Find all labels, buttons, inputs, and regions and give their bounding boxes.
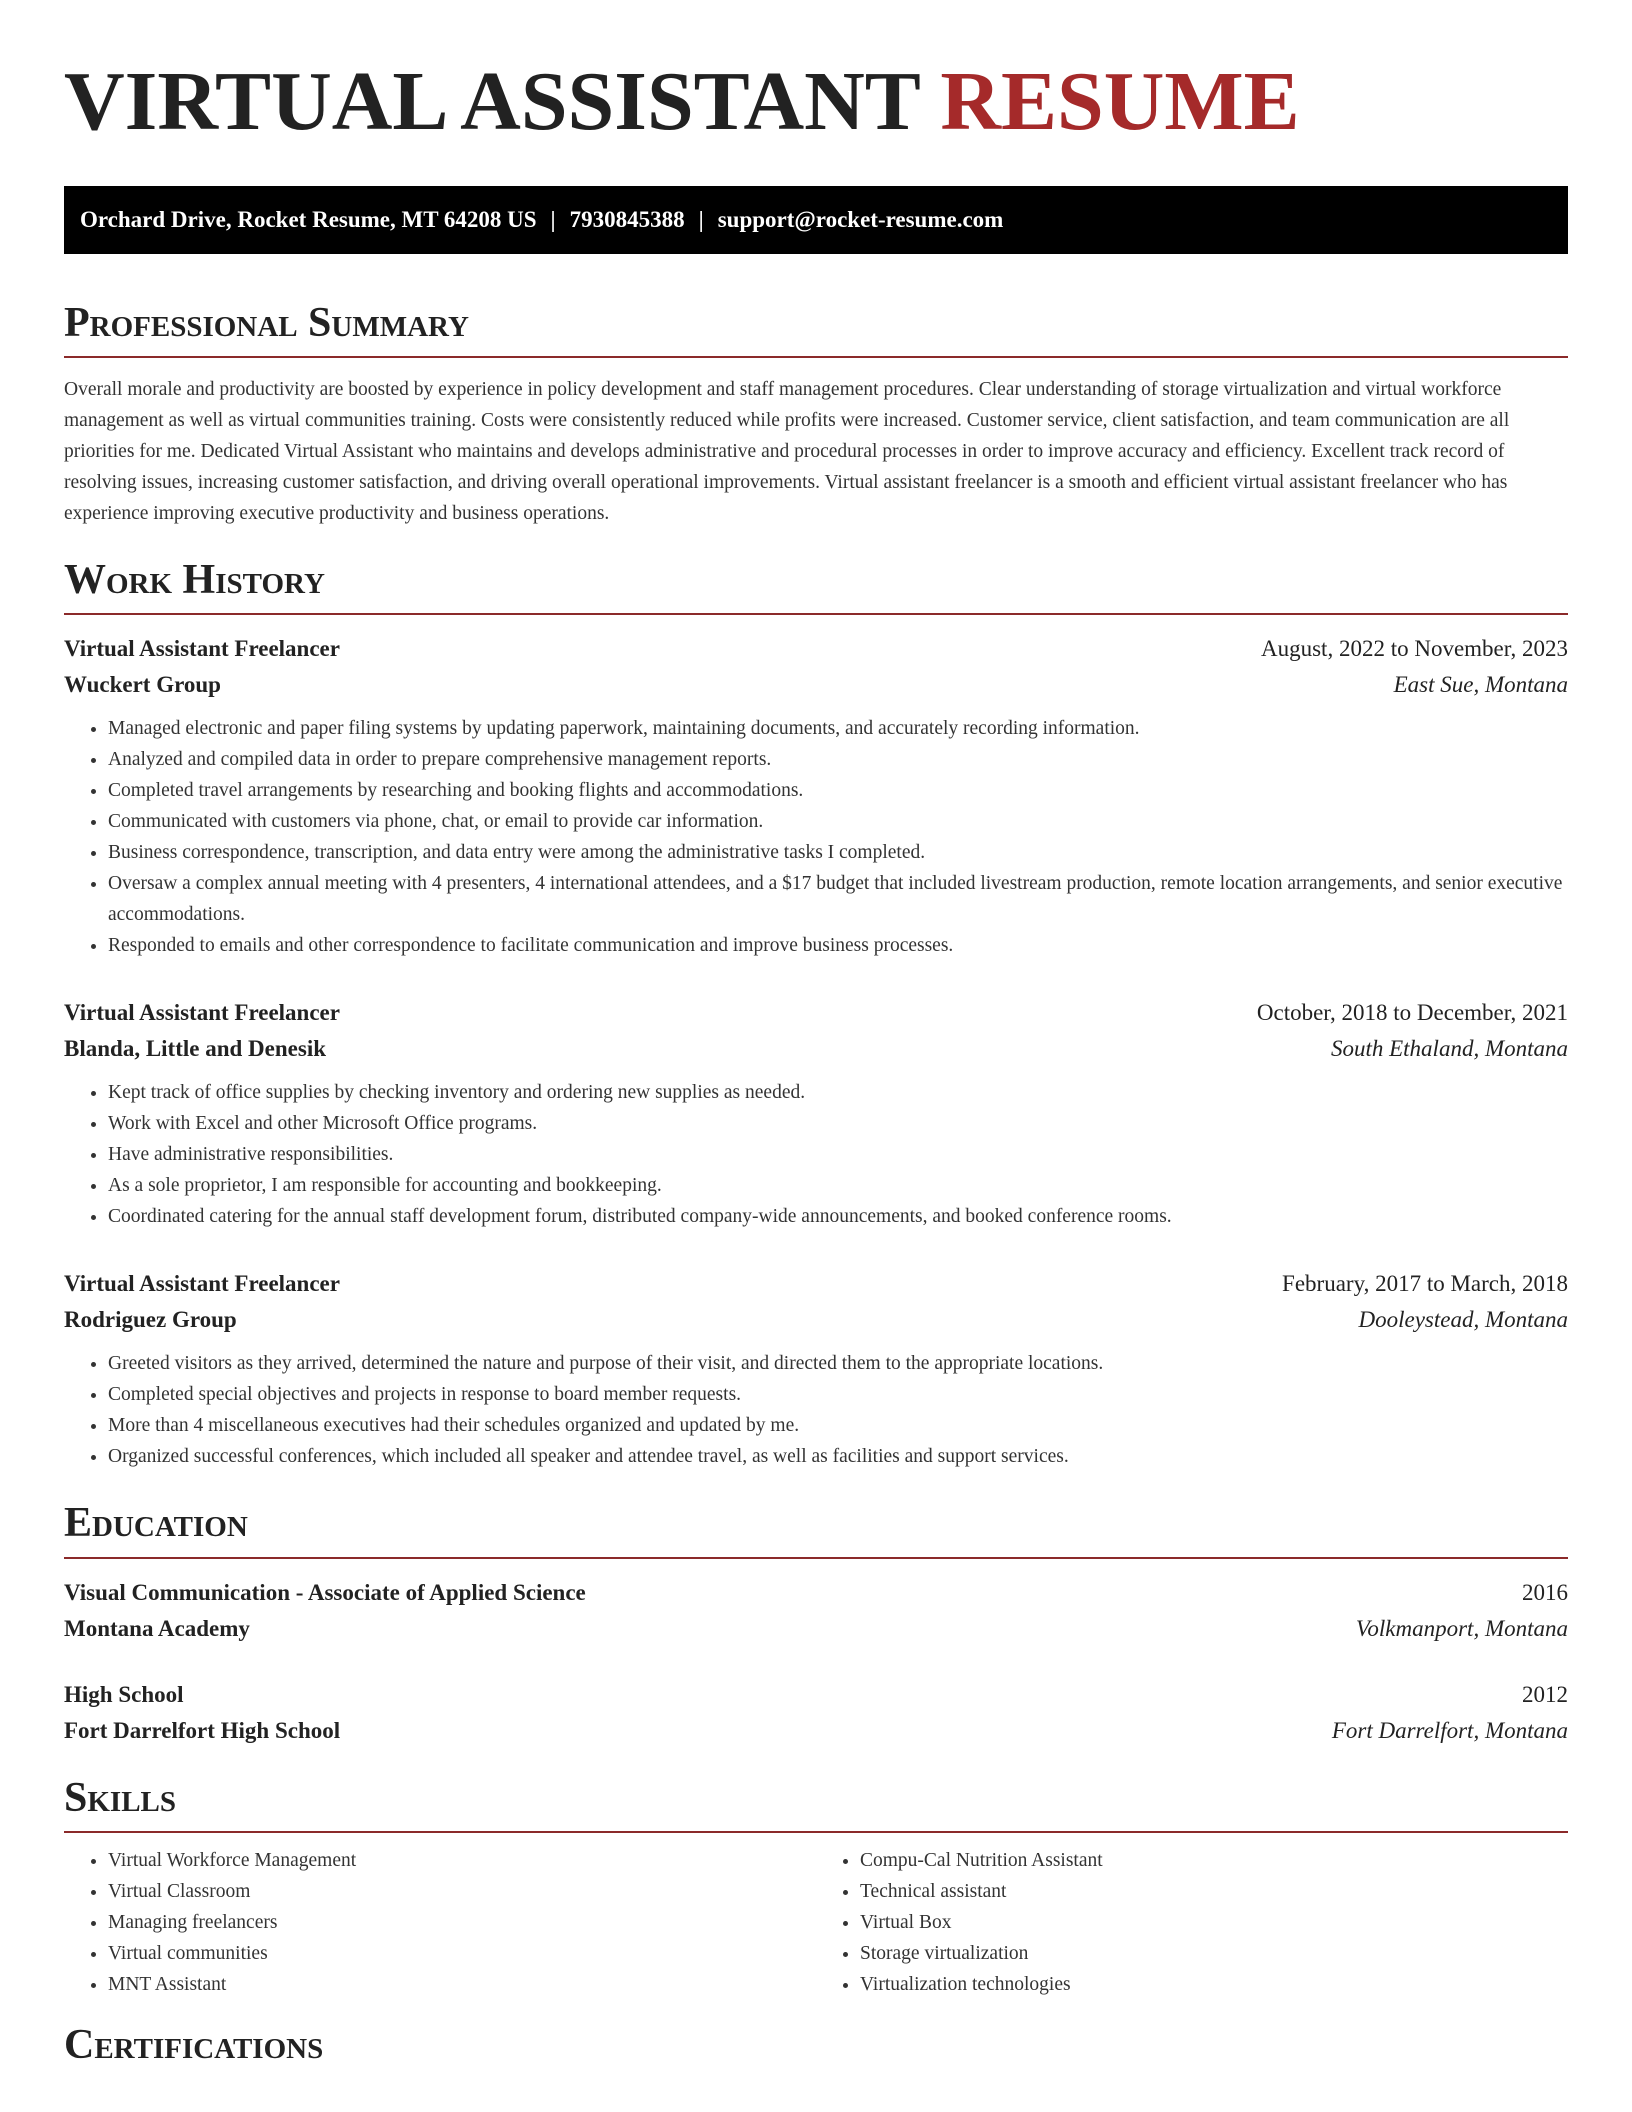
education-location: Fort Darrelfort, Montana <box>1331 1717 1568 1743</box>
education-year: 2012 <box>1522 1681 1568 1707</box>
title-accent: RESUME <box>940 55 1300 148</box>
job-dates: October, 2018 to December, 2021 <box>1256 1000 1568 1026</box>
contact-bar <box>64 186 1568 254</box>
job-title: Virtual Assistant Freelancer <box>64 1000 340 1026</box>
job-bullet: • Managed electronic and paper filing systems by updating paperwork, maintaining documents, and accurately recording information. <box>108 713 1568 744</box>
contact-separator: | <box>698 207 704 232</box>
job-dates: February, 2017 to March, 2018 <box>1282 1271 1568 1297</box>
education-year: 2016 <box>1522 1579 1568 1605</box>
certifications-heading: Certifications <box>64 2021 324 2068</box>
work-history-list <box>64 631 1568 1472</box>
job-bullet: • More than 4 miscellaneous executives had their schedules organized and updated by me. <box>108 1410 1568 1441</box>
education-degree: High School <box>64 1681 184 1707</box>
job-entry <box>64 631 1568 961</box>
job-bullet: • Kept track of office supplies by checking inventory and ordering new supplies as needed. <box>108 1077 1568 1108</box>
job-bullet: • Business correspondence, transcription, and data entry were among the administrative tasks I completed. <box>108 837 1568 868</box>
education-entry <box>64 1677 1568 1749</box>
skills-list <box>64 1845 1568 2000</box>
job-bullet: • Communicated with customers via phone, chat, or email to provide car information. <box>108 806 1568 837</box>
summary-heading: Professional Summary <box>64 300 1568 358</box>
resume-title <box>64 56 1568 162</box>
job-bullet: • Coordinated catering for the annual staff development forum, distributed company-wide announcements, and booked conference rooms. <box>108 1201 1568 1232</box>
job-bullet: • Responded to emails and other correspondence to facilitate communication and improve business processes. <box>108 930 1568 961</box>
job-bullet: • Oversaw a complex annual meeting with 4 presenters, 4 international attendees, and a $17 budget that included livestream production, remote location arrangements, and senior executive accommodations. <box>108 868 1568 930</box>
job-location: South Ethaland, Montana <box>1330 1036 1568 1062</box>
job-bullet: • Completed travel arrangements by researching and booking flights and accommodations. <box>108 775 1568 806</box>
job-entry <box>64 995 1568 1232</box>
job-bullet: • Work with Excel and other Microsoft Office programs. <box>108 1108 1568 1139</box>
job-company: Rodriguez Group <box>64 1307 237 1333</box>
job-bullet: • Analyzed and compiled data in order to prepare comprehensive management reports. <box>108 744 1568 775</box>
skill-item: • Managing freelancers <box>108 1907 816 1938</box>
skill-item: • Storage virtualization <box>860 1938 1568 1969</box>
job-company: Wuckert Group <box>64 672 221 698</box>
education-list <box>64 1575 1568 1749</box>
job-title: Virtual Assistant Freelancer <box>64 1271 340 1297</box>
skills-heading: Skills <box>64 1775 1568 1833</box>
summary-text: Overall morale and productivity are boosted by experience in policy development and staff management procedures. Clear understanding of storage virtualization and virtual workforce management as well as virtual communities training. Costs were consistently reduced while profits were increased. Customer service, client satisfaction, and team communication are all priorities for me. Dedicated Virtual Assistant who maintains and develops administrative and procedural processes in order to improve accuracy and efficiency. Excellent track record of resolving issues, increasing customer satisfaction, and driving overall operational improvements. Virtual assistant freelancer is a smooth and efficient virtual assistant freelancer who has experience improving executive productivity and business operations. <box>64 379 1510 525</box>
job-bullet: • As a sole proprietor, I am responsible for accounting and bookkeeping. <box>108 1170 1568 1201</box>
skill-item: • Compu-Cal Nutrition Assistant <box>860 1845 1568 1876</box>
contact-email[interactable]: support@rocket-resume.com <box>717 207 1004 232</box>
skill-item: • Virtual Classroom <box>108 1876 816 1907</box>
education-degree: Visual Communication - Associate of Applied Science <box>64 1579 586 1605</box>
contact-separator: | <box>550 207 556 232</box>
job-title: Virtual Assistant Freelancer <box>64 636 340 662</box>
job-dates: August, 2022 to November, 2023 <box>1261 636 1568 662</box>
contact-phone[interactable]: 7930845388 <box>569 207 685 232</box>
job-bullets <box>64 1077 1568 1232</box>
skill-item: • Virtualization technologies <box>860 1969 1568 2000</box>
job-bullets <box>64 713 1568 961</box>
job-company: Blanda, Little and Denesik <box>64 1036 326 1062</box>
skills-column-right <box>816 1845 1568 2000</box>
skill-item: • Virtual Workforce Management <box>108 1845 816 1876</box>
work-history-heading: Work History <box>64 557 1568 615</box>
job-bullet: • Organized successful conferences, which included all speaker and attendee travel, as well as facilities and support services. <box>108 1441 1568 1472</box>
title-main: VIRTUAL ASSISTANT <box>64 55 920 148</box>
education-location: Volkmanport, Montana <box>1355 1615 1568 1641</box>
education-entry <box>64 1575 1568 1647</box>
job-bullet: • Greeted visitors as they arrived, determined the nature and purpose of their visit, and directed them to the appropriate locations. <box>108 1348 1568 1379</box>
education-school: Fort Darrelfort High School <box>64 1717 341 1743</box>
skill-item: • Technical assistant <box>860 1876 1568 1907</box>
skill-item: • Virtual Box <box>860 1907 1568 1938</box>
job-entry <box>64 1266 1568 1472</box>
education-heading: Education <box>64 1500 1568 1558</box>
education-school: Montana Academy <box>64 1615 250 1641</box>
skill-item: • Virtual communities <box>108 1938 816 1969</box>
job-bullet: • Have administrative responsibilities. <box>108 1139 1568 1170</box>
job-bullets <box>64 1348 1568 1472</box>
job-location: East Sue, Montana <box>1393 672 1568 698</box>
skills-column-left <box>64 1845 816 2000</box>
skill-item: • MNT Assistant <box>108 1969 816 2000</box>
job-bullet: • Completed special objectives and projects in response to board member requests. <box>108 1379 1568 1410</box>
job-location: Dooleystead, Montana <box>1358 1307 1568 1333</box>
contact-address: Orchard Drive, Rocket Resume, MT 64208 US <box>80 207 537 232</box>
